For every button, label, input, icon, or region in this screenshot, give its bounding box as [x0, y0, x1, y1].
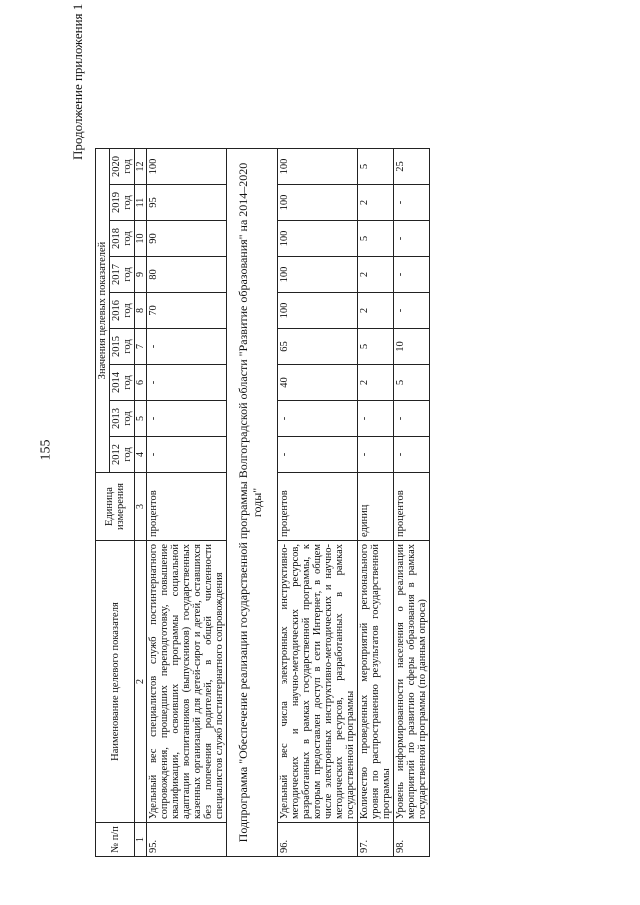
row-indicator-name: Удельный вес специалистов служб постинтернатного сопровождения, прошедших переподготовку, повышение квалификации, освоивших программы социальной адаптации воспитанников (выпускников) государственных казенных организаций для детей-сирот и детей, оставшихся без попечения родителей, в общей численности специалистов служб постинтернатного сопровождения — [147, 541, 227, 823]
row-value: 10 — [393, 329, 429, 365]
row-value: 5 — [357, 329, 393, 365]
column-number: 7 — [135, 329, 147, 365]
row-value: - — [147, 329, 227, 365]
row-indicator-name: Уровень информированности населения о реализации мероприятий по развитию сферы образования в рамках государственной программы (по данным опроса) — [393, 541, 429, 823]
row-value: 80 — [147, 257, 227, 293]
header-year: 2015 год — [110, 329, 135, 365]
row-unit: процентов — [277, 473, 357, 541]
row-value: - — [147, 437, 227, 473]
row-value: - — [393, 185, 429, 221]
row-value: 5 — [357, 149, 393, 185]
table-row — [277, 149, 357, 857]
header-year: 2019 год — [110, 185, 135, 221]
row-value: 5 — [357, 221, 393, 257]
row-value: 25 — [393, 149, 429, 185]
row-value: 65 — [277, 329, 357, 365]
row-value: - — [357, 437, 393, 473]
column-number: 1 — [135, 823, 147, 857]
continuation-label: Продолжение приложения 1 — [70, 3, 85, 160]
row-value: - — [277, 437, 357, 473]
header-row-1 — [96, 149, 110, 857]
header-year: 2013 год — [110, 401, 135, 437]
header-values-group: Значения целевых показателей — [96, 149, 110, 473]
indicators-table — [95, 148, 430, 857]
row-unit: процентов — [393, 473, 429, 541]
row-value: 100 — [277, 185, 357, 221]
row-unit: единиц — [357, 473, 393, 541]
row-number: 98. — [393, 823, 429, 857]
page-number: 155 — [38, 439, 54, 461]
row-value: - — [277, 401, 357, 437]
subprogram-title: Подпрограмма "Обеспечение реализации государственной программы Волгоградской области "Развитие образования" на 2014–2020 годы" — [227, 149, 278, 857]
row-value: 2 — [357, 185, 393, 221]
row-value: - — [393, 293, 429, 329]
row-value: 5 — [393, 365, 429, 401]
row-indicator-name: Удельный вес числа электронных инструктивно-методических и научно-методических ресурсов, разработанных в рамках государственной программы, к которым предоставлен доступ в сети Интернет, в общем числе электронных инструктивно-методических и научно-методических ресурсов, разработанных в рамках государственной программы — [277, 541, 357, 823]
column-number: 3 — [135, 473, 147, 541]
row-number: 97. — [357, 823, 393, 857]
row-unit: процентов — [147, 473, 227, 541]
column-number: 5 — [135, 401, 147, 437]
row-value: - — [357, 401, 393, 437]
row-value: - — [393, 221, 429, 257]
header-unit: Единица измерения — [96, 473, 135, 541]
row-value: 2 — [357, 257, 393, 293]
header-year: 2016 год — [110, 293, 135, 329]
column-number: 6 — [135, 365, 147, 401]
row-number: 95. — [147, 823, 227, 857]
row-value: - — [393, 257, 429, 293]
column-number: 4 — [135, 437, 147, 473]
row-value: 100 — [277, 293, 357, 329]
header-year: 2014 год — [110, 365, 135, 401]
row-value: 2 — [357, 365, 393, 401]
row-indicator-name: Количество проведенных мероприятий регионального уровня по распространению результатов государственной программы — [357, 541, 393, 823]
row-number: 96. — [277, 823, 357, 857]
header-year: 2017 год — [110, 257, 135, 293]
row-value: - — [147, 365, 227, 401]
header-year: 2012 год — [110, 437, 135, 473]
header-no: № п/п — [96, 823, 135, 857]
column-number: 11 — [135, 185, 147, 221]
row-value: 100 — [147, 149, 227, 185]
row-value: 90 — [147, 221, 227, 257]
column-number: 2 — [135, 541, 147, 823]
column-numbers-row — [135, 149, 147, 857]
row-value: 2 — [357, 293, 393, 329]
table-row — [393, 149, 429, 857]
row-value: 40 — [277, 365, 357, 401]
row-value: 95 — [147, 185, 227, 221]
row-value: - — [147, 401, 227, 437]
row-value: 100 — [277, 149, 357, 185]
header-year: 2018 год — [110, 221, 135, 257]
column-number: 8 — [135, 293, 147, 329]
row-value: 70 — [147, 293, 227, 329]
column-number: 9 — [135, 257, 147, 293]
column-number: 12 — [135, 149, 147, 185]
header-name: Наименование целевого показателя — [96, 541, 135, 823]
column-number: 10 — [135, 221, 147, 257]
table-row — [357, 149, 393, 857]
row-value: 100 — [277, 221, 357, 257]
subprogram-row — [227, 149, 278, 857]
row-value: - — [393, 401, 429, 437]
table-row — [147, 149, 227, 857]
header-year: 2020 год — [110, 149, 135, 185]
row-value: - — [393, 437, 429, 473]
row-value: 100 — [277, 257, 357, 293]
